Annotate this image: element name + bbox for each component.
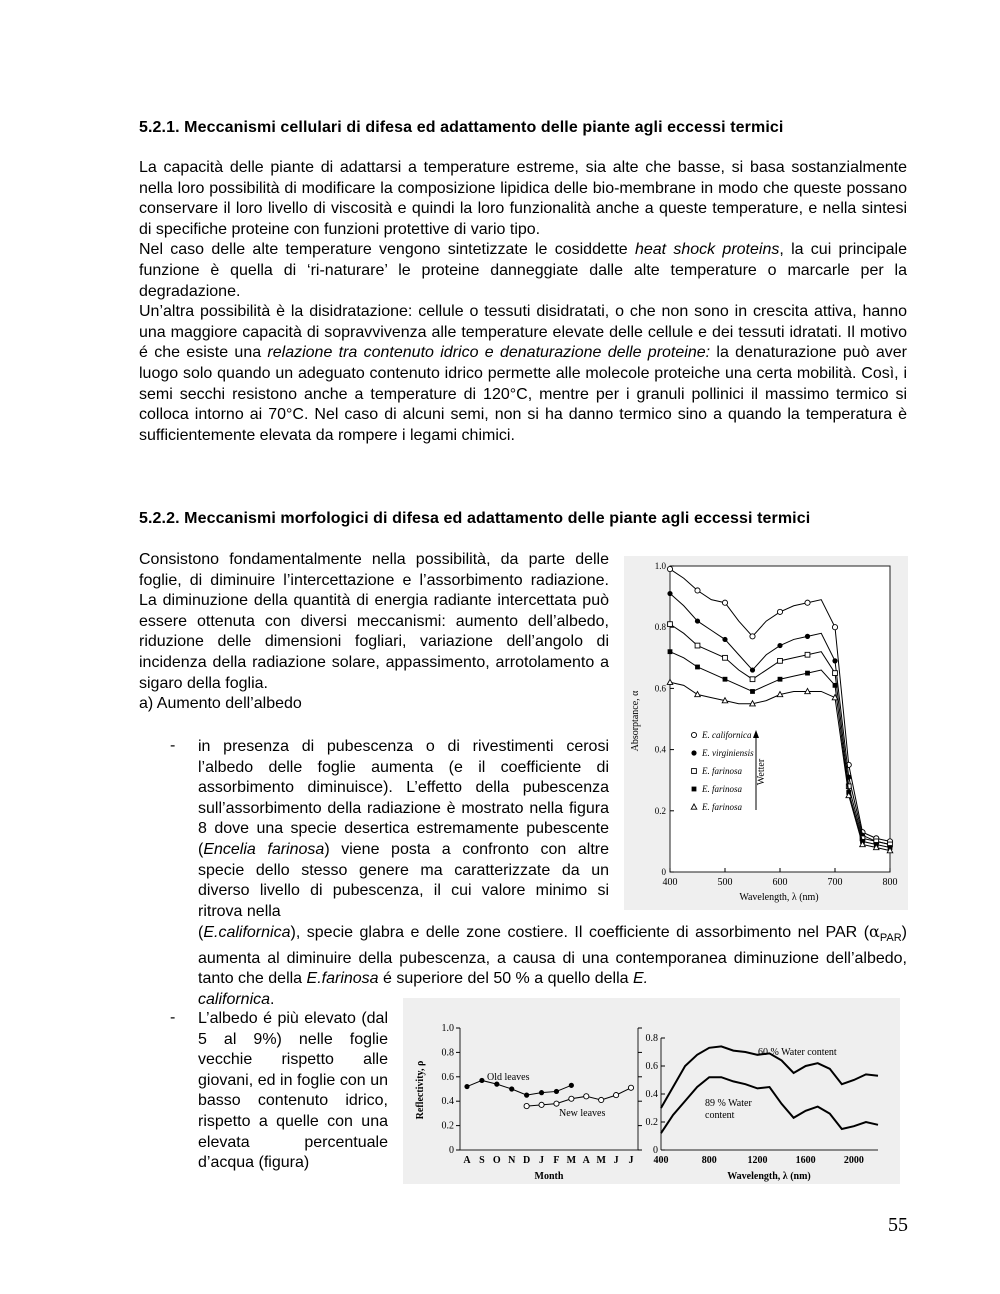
paragraph-membranes: La capacità delle piante di adattarsi a temperature estreme, sia alte che basse, si basa sostanzialmente nella loro possibilità di modificare la composizione lipidica delle bio-membrane in modo che queste possano conservare il loro livello di viscosità e quindi la loro funzionalità anche a queste temperature, e nella sintesi di specifiche proteine con funzioni protettive di vario tipo.	[139, 159, 907, 238]
y-tick-label: 0.8	[654, 622, 666, 633]
x-tick-label: 2000	[843, 1155, 864, 1166]
y-tick-label: 0	[661, 867, 666, 877]
absorptance-point	[667, 591, 672, 596]
legend-marker	[692, 769, 697, 774]
bullet-2: L’albedo é più elevato (dal 5 al 9%) nelle foglie vecchie rispetto alle giovani, ed in foglie con un basso contenuto idrico, rispetto a quelle con una elevata percentuale d’acqua (figura)	[198, 1010, 388, 1172]
section-heading-5-2-2: 5.2.2. Meccanismi morfologici di difesa ed adattamento delle piante agli eccessi termici	[139, 510, 811, 527]
absorptance-point	[667, 566, 672, 571]
x-tick-label: 600	[772, 877, 788, 888]
absorptance-point	[722, 637, 727, 642]
absorptance-point	[805, 634, 810, 639]
bullet-1-part-2: (E.californica), specie glabra e delle zone costiere. Il coefficiente di assorbimento nel PAR $(\alpha_{PAR})$ aumenta al diminuire della pubescenza, a causa di una contemporanea diminuzione dell’albedo, tanto che della E.farinosa é superiore del 50 % a quello della E. californica.	[198, 922, 907, 1008]
absorptance-point	[777, 609, 782, 614]
reflectivity-point	[479, 1078, 484, 1083]
reflectivity-axis-label: Reflectivity, ρ	[415, 1060, 426, 1120]
x-tick-label: 500	[717, 877, 733, 888]
reflectivity-month-panel	[460, 1028, 638, 1150]
absorptance-point	[668, 622, 673, 627]
right-series	[661, 1046, 878, 1133]
x-tick-label: 1600	[795, 1155, 816, 1166]
legend-label: E. virginiensis	[702, 748, 754, 758]
reflectivity-point	[539, 1090, 544, 1095]
month-tick-label: F	[553, 1155, 560, 1166]
absorptance-point	[805, 600, 810, 605]
absorptance-point	[805, 671, 810, 676]
subheading-albedo: a) Aumento dell’albedo	[139, 695, 302, 713]
absorptance-point	[723, 655, 728, 660]
y-tick-label: 0.4	[441, 1096, 454, 1108]
legend-marker	[691, 732, 696, 737]
wavelength-axis-label: Wavelength, λ (nm)	[727, 1171, 811, 1182]
x-tick-label: 700	[827, 877, 843, 888]
month-axis-label: Month	[534, 1171, 564, 1182]
y-tick-label: 0.4	[645, 1089, 658, 1100]
month-tick-label: D	[523, 1155, 531, 1166]
month-tick-label: S	[479, 1155, 485, 1166]
page-number: 55	[888, 1214, 908, 1236]
y-tick-label: 0.4	[654, 744, 666, 755]
absorptance-point	[750, 634, 755, 639]
month-tick-label: J	[613, 1155, 619, 1166]
wetter-label: Wetter	[756, 758, 767, 786]
x-tick-label: 800	[882, 877, 898, 888]
legend-label: E. californica	[702, 730, 752, 740]
y-tick-label: 1.0	[654, 561, 666, 571]
absorptance-point	[833, 683, 838, 688]
reflectivity-chart-svg	[403, 998, 900, 1184]
reflectivity-point	[464, 1084, 469, 1089]
y-tick-label: 0.2	[654, 805, 666, 816]
month-tick-label: O	[492, 1155, 501, 1166]
month-tick-label: J	[628, 1155, 634, 1166]
reflectivity-point	[628, 1085, 633, 1090]
x-tick-label: 400	[662, 877, 678, 888]
label-89-water-line2: content	[705, 1110, 735, 1121]
reflectivity-point	[613, 1093, 618, 1098]
section-heading-5-2-1: 5.2.1. Meccanismi cellulari di difesa ed adattamento delle piante agli eccessi termici	[139, 119, 784, 136]
legend-marker	[691, 750, 696, 755]
reflectivity-point	[524, 1093, 529, 1098]
section-1-body	[139, 158, 907, 446]
y-tick-label: 0	[449, 1145, 454, 1156]
legend-marker	[692, 787, 697, 792]
y-tick-label: 0.2	[441, 1120, 454, 1132]
x-tick-label: 400	[653, 1155, 669, 1166]
label-60-water: 60 % Water content	[758, 1047, 837, 1058]
reflectivity-point	[569, 1096, 574, 1101]
y-tick-label: 0.2	[645, 1117, 658, 1128]
reflectivity-point	[539, 1102, 544, 1107]
absorptance-point	[722, 600, 727, 605]
y-tick-label: 0.6	[654, 683, 666, 694]
section-2-intro	[139, 550, 609, 715]
x-tick-label: 1200	[747, 1155, 768, 1166]
y-axis-label: Absorptance, α	[630, 690, 641, 752]
absorptance-point	[750, 689, 755, 694]
absorptance-point	[695, 665, 700, 670]
y-tick-label: 0.8	[645, 1033, 658, 1044]
month-tick-label: M	[596, 1155, 606, 1166]
bullet-dash-1: -	[170, 737, 176, 754]
old-leaves-label: Old leaves	[487, 1072, 530, 1083]
bullet-dash-2: -	[170, 1009, 176, 1026]
absorptance-point	[832, 625, 837, 630]
absorptance-point	[723, 677, 728, 682]
absorptance-point	[832, 658, 837, 663]
legend-label: E. farinosa	[702, 784, 743, 794]
absorptance-chart-svg	[624, 556, 908, 910]
figure-reflectivity	[403, 998, 900, 1184]
absorptance-point	[750, 667, 755, 672]
month-tick-label: M	[566, 1155, 577, 1166]
absorptance-point	[777, 643, 782, 648]
reflectivity-point	[599, 1097, 604, 1102]
month-tick-label: A	[463, 1155, 471, 1166]
absorptance-point	[695, 588, 700, 593]
y-tick-label: 0.6	[441, 1071, 454, 1083]
reflectivity-point	[554, 1089, 559, 1094]
paragraph-dehydration: Un’altra possibilità è la disidratazione: cellule o tessuti disidratati, o che non sono in crescita attiva, hanno una maggiore capacità di sopravvivenza alle temperature elevate delle cellule e dei tessuti idratati. Il motivo é che esiste una relazione tra contenuto idrico e denaturazione delle proteine: la denaturazione può aver luogo solo quando un adeguato contenuto idrico permette alle molecole proteiche una certa mobilità. Così, i semi secchi resistono anche a temperature di 120°C, mentre per i granuli pollinici il massimo termico si colloca intorno ai 70°C. Nel caso di alcuni semi, non si ha danno termico sino a quando la temperatura è sufficientemente elevata da rompere i legami chimici.	[139, 303, 907, 444]
month-tick-label: A	[582, 1155, 590, 1166]
paragraph-heat-shock: Nel caso delle alte temperature vengono sintetizzate le cosiddette heat shock proteins, la cui principale funzione è quella di ‘ri-naturare’ le proteine danneggiate dalle alte temperature o marcarle per la degradazione.	[139, 241, 908, 300]
month-tick-label: J	[539, 1155, 545, 1166]
y-tick-label: 0	[653, 1145, 658, 1156]
absorptance-point	[695, 618, 700, 623]
absorptance-point	[778, 658, 783, 663]
absorptance-point	[750, 677, 755, 682]
absorptance-point	[805, 652, 810, 657]
reflectivity-point	[509, 1086, 514, 1091]
new-leaves-label: New leaves	[559, 1108, 606, 1119]
reflectivity-point	[569, 1083, 574, 1088]
y-tick-label: 1.0	[441, 1023, 454, 1034]
paragraph-intro: Consistono fondamentalmente nella possibilità, da parte delle foglie, di diminuire l’intercettazione e l’assorbimento radiazione. La diminuzione della quantità di energia radiante intercettata può essere ottenuta con diversi meccanismi: aumento dell’albedo, riduzione delle dimensioni fogliari, variazione dell’angolo di incidenza della radiazione solare, appassimento, arrotolamento a sigaro della foglia.	[139, 551, 609, 692]
label-89-water-line1: 89 % Water	[705, 1098, 752, 1109]
reflectivity-wavelength-line	[661, 1077, 878, 1133]
x-tick-label: 800	[701, 1155, 717, 1166]
reflectivity-point	[554, 1101, 559, 1106]
absorptance-point	[668, 649, 673, 654]
absorptance-point	[833, 671, 838, 676]
absorptance-point	[695, 643, 700, 648]
legend-label: E. farinosa	[702, 766, 743, 776]
y-tick-label: 0.8	[441, 1047, 454, 1059]
legend-label: E. farinosa	[702, 802, 743, 812]
month-tick-label: N	[508, 1155, 516, 1166]
y-tick-label: 0.6	[645, 1061, 658, 1072]
reflectivity-point	[584, 1094, 589, 1099]
figure-absorptance	[624, 556, 908, 910]
bullet-1-part-1: in presenza di pubescenza o di rivestimenti cerosi l’albedo delle foglie aumenta (e il coefficiente di assorbimento diminuisce). L’effetto della pubescenza sull’assorbimento della radiazione è mostrato nella figura 8 dove una specie desertica estremamente pubescente (Encelia farinosa) viene posta a confronto con altre specie dello stesso genere ma caratterizzate da un diverso livello di pubescenza, il cui valore minimo si ritrova nella	[198, 738, 610, 920]
reflectivity-point	[524, 1103, 529, 1108]
x-axis-label: Wavelength, λ (nm)	[739, 892, 819, 903]
absorptance-point	[778, 677, 783, 682]
